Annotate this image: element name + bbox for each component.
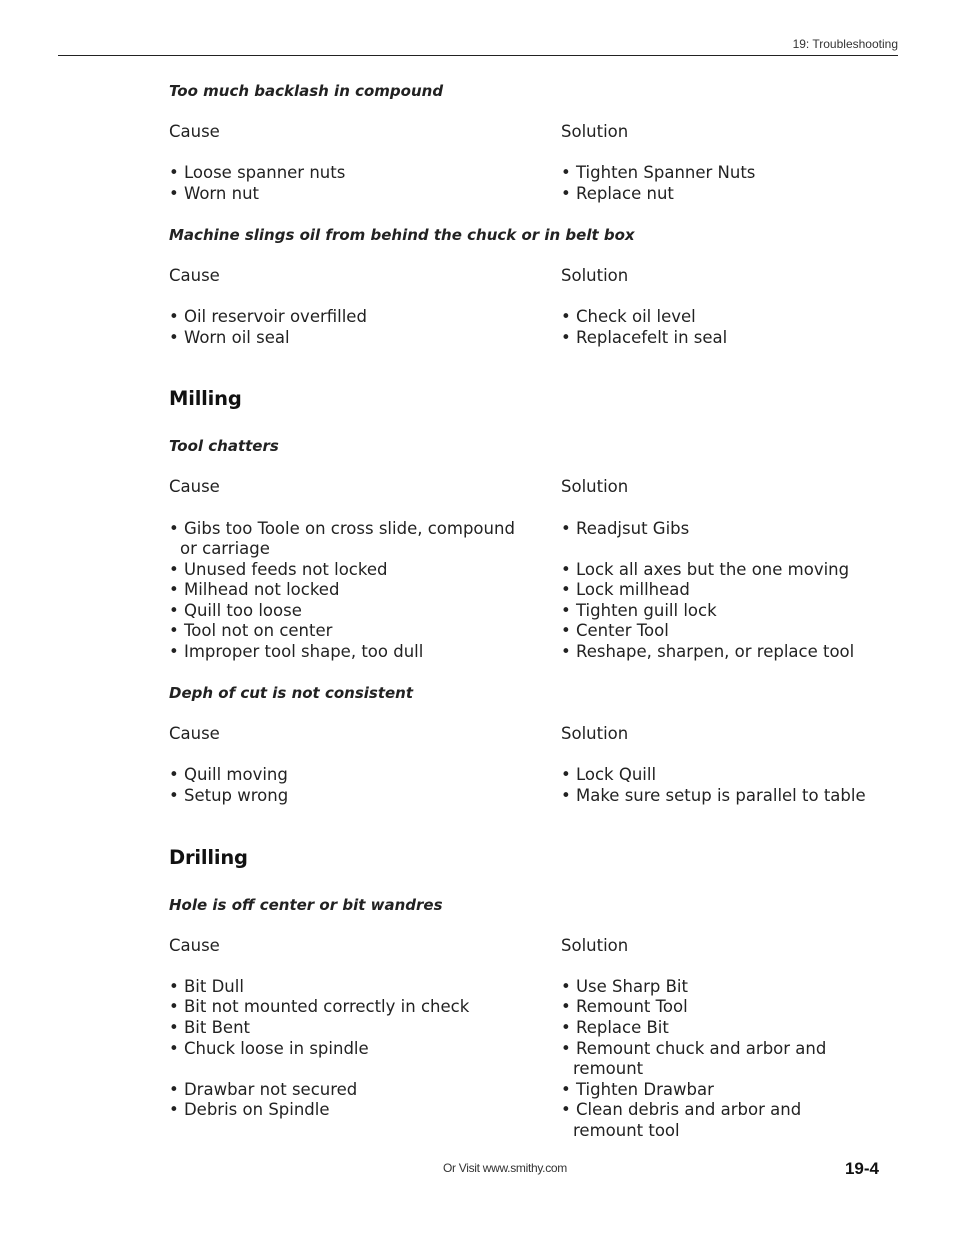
solution-item: • Check oil level bbox=[561, 307, 696, 326]
solution-heading: Solution bbox=[561, 122, 629, 141]
solution-item: • Reshape, sharpen, or replace tool bbox=[561, 642, 855, 661]
solution-item: • Use Sharp Bit bbox=[561, 977, 688, 996]
cause-item: • Worn nut bbox=[169, 184, 260, 203]
problem-title: Hole is off center or bit wandres bbox=[169, 896, 443, 914]
cause-item-continuation: or carriage bbox=[180, 539, 270, 558]
solution-item: • Lock millhead bbox=[561, 580, 690, 599]
cause-item: • Debris on Spindle bbox=[169, 1100, 330, 1119]
cause-heading: Cause bbox=[169, 936, 220, 955]
problem-title: Deph of cut is not consistent bbox=[169, 684, 414, 702]
cause-item: • Drawbar not secured bbox=[169, 1080, 358, 1099]
problem-title: Tool chatters bbox=[169, 437, 279, 455]
problem-title: Too much backlash in compound bbox=[169, 82, 444, 100]
cause-item: • Quill too loose bbox=[169, 601, 302, 620]
cause-item: • Bit Bent bbox=[169, 1018, 250, 1037]
cause-heading: Cause bbox=[169, 477, 220, 496]
solution-item: • Clean debris and arbor and bbox=[561, 1100, 802, 1119]
cause-item: • Quill moving bbox=[169, 765, 288, 784]
running-header: 19: Troubleshooting bbox=[792, 37, 898, 51]
solution-item-continuation: remount tool bbox=[573, 1121, 680, 1140]
solution-item: • Lock Quill bbox=[561, 765, 657, 784]
solution-heading: Solution bbox=[561, 266, 629, 285]
solution-item: • Tighten guill lock bbox=[561, 601, 717, 620]
cause-item: • Gibs too Toole on cross slide, compound bbox=[169, 519, 515, 538]
cause-item: • Improper tool shape, too dull bbox=[169, 642, 424, 661]
solution-item: • Lock all axes but the one moving bbox=[561, 560, 850, 579]
cause-item: • Bit Dull bbox=[169, 977, 244, 996]
solution-heading: Solution bbox=[561, 477, 629, 496]
solution-item: • Center Tool bbox=[561, 621, 669, 640]
cause-item: • Setup wrong bbox=[169, 786, 289, 805]
cause-heading: Cause bbox=[169, 122, 220, 141]
solution-item: • Remount Tool bbox=[561, 997, 688, 1016]
solution-item: • Replace Bit bbox=[561, 1018, 669, 1037]
cause-item: • Loose spanner nuts bbox=[169, 163, 346, 182]
solution-item: • Readjsut Gibs bbox=[561, 519, 690, 538]
solution-item: • Tighten Spanner Nuts bbox=[561, 163, 756, 182]
cause-item: • Oil reservoir overfilled bbox=[169, 307, 367, 326]
cause-item: • Tool not on center bbox=[169, 621, 333, 640]
solution-item: • Make sure setup is parallel to table bbox=[561, 786, 866, 805]
solution-item: • Tighten Drawbar bbox=[561, 1080, 714, 1099]
footer-url: Or Visit www.smithy.com bbox=[442, 1161, 567, 1175]
page-number: 19-4 bbox=[844, 1159, 879, 1178]
cause-heading: Cause bbox=[169, 266, 220, 285]
solution-item-continuation: remount bbox=[573, 1059, 644, 1078]
section-heading-drilling: Drilling bbox=[169, 846, 248, 869]
solution-heading: Solution bbox=[561, 936, 629, 955]
section-heading-milling: Milling bbox=[169, 387, 242, 410]
cause-heading: Cause bbox=[169, 724, 220, 743]
cause-item: • Bit not mounted correctly in check bbox=[169, 997, 470, 1016]
solution-item: • Replacefelt in seal bbox=[561, 328, 728, 347]
solution-item: • Replace nut bbox=[561, 184, 674, 203]
solution-heading: Solution bbox=[561, 724, 629, 743]
cause-item: • Unused feeds not locked bbox=[169, 560, 388, 579]
header-rule bbox=[58, 55, 898, 56]
cause-item: • Milhead not locked bbox=[169, 580, 340, 599]
problem-title: Machine slings oil from behind the chuck or in belt box bbox=[169, 226, 635, 244]
solution-item: • Remount chuck and arbor and bbox=[561, 1039, 827, 1058]
cause-item: • Chuck loose in spindle bbox=[169, 1039, 369, 1058]
cause-item: • Worn oil seal bbox=[169, 328, 290, 347]
